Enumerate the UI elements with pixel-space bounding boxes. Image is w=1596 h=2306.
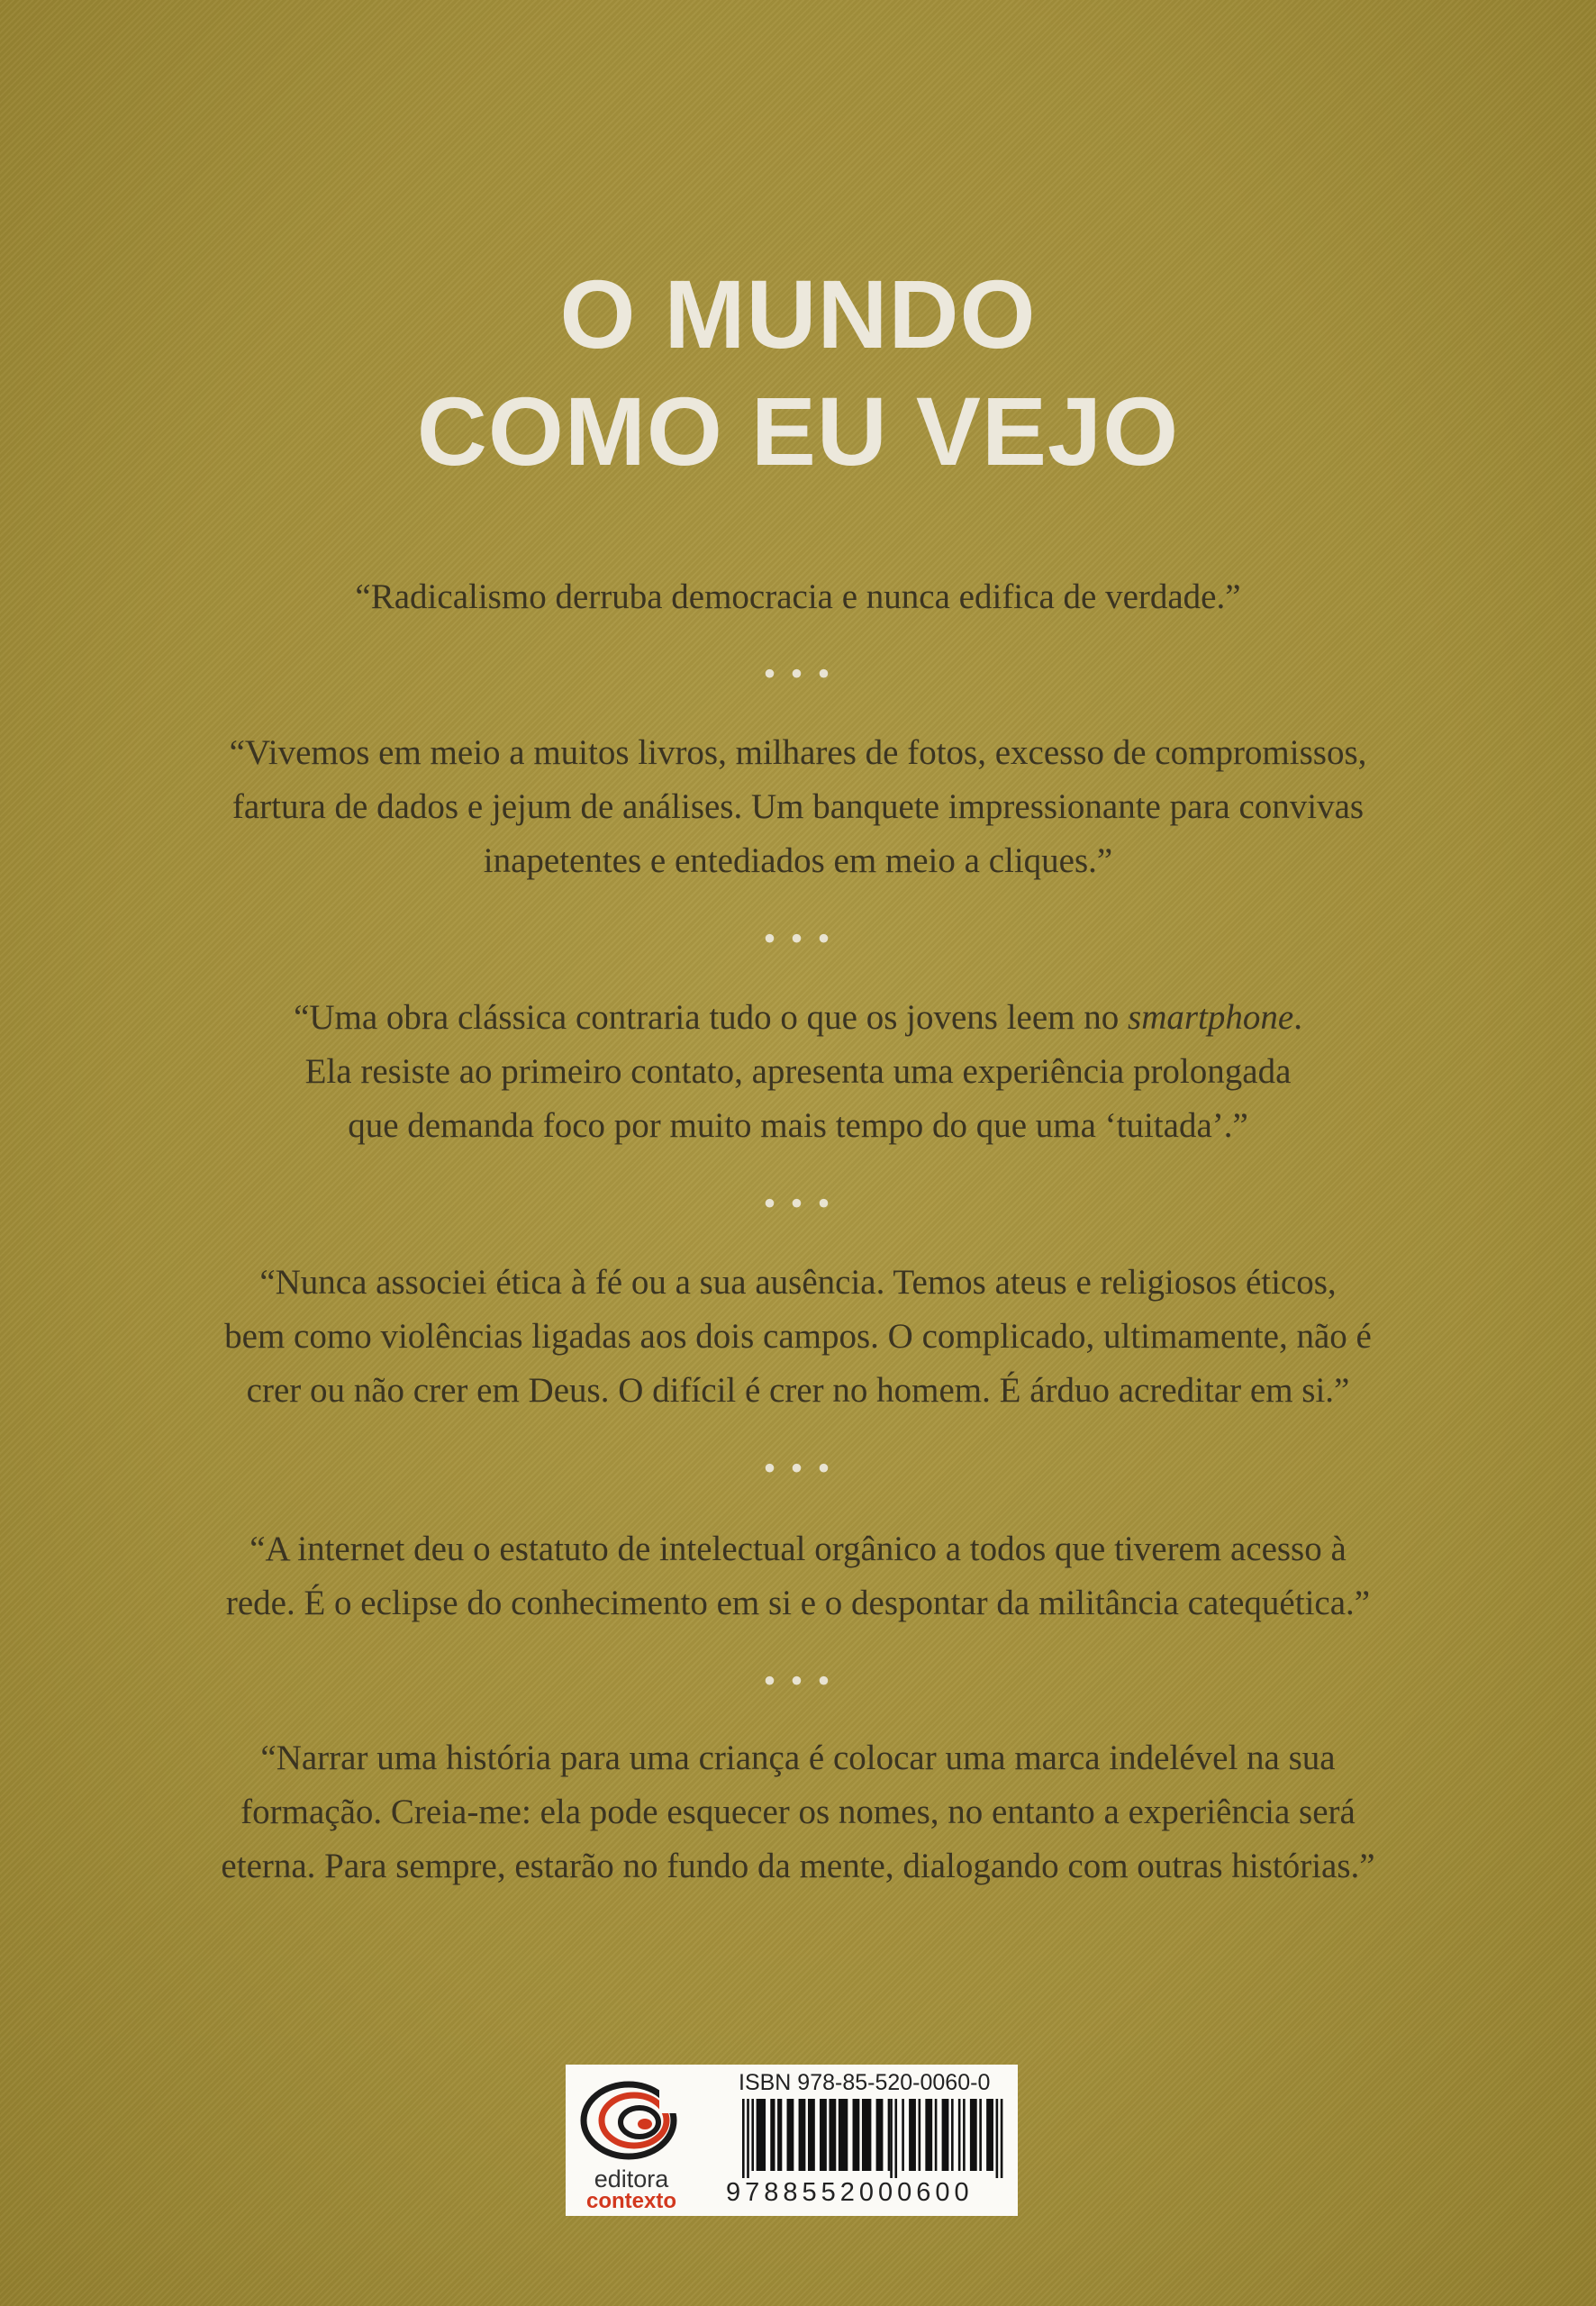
isbn-label: ISBN 978-85-520-0060-0: [739, 2070, 991, 2095]
quote-radicalismo: [86, 570, 1510, 624]
publisher-name-line-2: contexto: [585, 2189, 676, 2213]
barcode-bar: [742, 2099, 745, 2178]
barcode-bar: [986, 2099, 993, 2171]
barcode-panel: [566, 2065, 1018, 2216]
quote-line: eterna. Para sempre, estarão no fundo da mente, dialogando com outras histórias.”: [221, 1847, 1375, 1885]
quote-line: “Narrar uma história para uma criança é colocar uma marca indelével na sua: [260, 1739, 1336, 1777]
barcode-bar: [839, 2099, 848, 2171]
barcode-bar: [808, 2099, 815, 2171]
quote-separator: • • •: [763, 1183, 833, 1223]
quote-internet: [86, 1522, 1510, 1630]
barcode-bar: [970, 2099, 977, 2171]
quote-text: “Uma obra clássica contraria tudo o que os jovens leem no: [294, 998, 1129, 1037]
barcode-bar: [894, 2099, 897, 2178]
barcode-bar: [747, 2099, 749, 2178]
barcode-bar: [963, 2099, 966, 2171]
quote-line: fartura de dados e jejum de análises. Um banquete impressionante para convivas: [231, 787, 1365, 826]
barcode-bar: [925, 2099, 932, 2171]
quote-text: .: [1293, 998, 1302, 1037]
quote-separator: • • •: [763, 1660, 833, 1701]
quote-line: “Nunca associei ética à fé ou a sua ausência. Temos ateus e religiosos éticos,: [259, 1263, 1337, 1302]
barcode-bar: [919, 2099, 921, 2171]
barcode-bar: [853, 2099, 860, 2171]
barcode-bar: [876, 2099, 884, 2171]
quote-line: “Radicalismo derruba democracia e nunca edifica de verdade.”: [355, 577, 1241, 616]
quote-separator: • • •: [763, 918, 833, 958]
barcode-bar: [996, 2099, 999, 2178]
book-title-line-2: COMO EU VEJO: [416, 377, 1180, 486]
isbn-digits: 9788552000600: [726, 2178, 974, 2207]
barcode-bar: [787, 2099, 794, 2171]
publisher-logo: [573, 2074, 690, 2213]
barcode-bar: [862, 2099, 871, 2171]
barcode-bar: [799, 2099, 806, 2171]
barcode-bar: [829, 2099, 836, 2171]
quote-separator: • • •: [763, 653, 833, 694]
quote-line: que demanda foco por muito mais tempo do que uma ‘tuitada’.”: [348, 1106, 1248, 1145]
quote-line: formação. Creia-me: ela pode esquecer os nomes, no entanto a experiência será: [240, 1793, 1356, 1831]
barcode-bar: [1001, 2099, 1003, 2178]
quote-vivemos: [86, 726, 1510, 888]
quote-narrar: [86, 1731, 1510, 1893]
barcode-bar: [770, 2099, 775, 2171]
barcode-bar: [751, 2099, 754, 2171]
publisher-name-line-1: editora: [594, 2165, 669, 2193]
barcode-bar: [757, 2099, 766, 2171]
barcode-bar: [942, 2099, 949, 2171]
quote-italic-word: smartphone: [1128, 998, 1294, 1037]
barcode-bar: [935, 2099, 938, 2171]
quote-line: [86, 991, 1510, 1045]
quote-line: crer ou não crer em Deus. O difícil é crer no homem. É árduo acreditar em si.”: [246, 1371, 1350, 1410]
barcode-bar: [890, 2099, 893, 2178]
quote-line: “Vivemos em meio a muitos livros, milhares de fotos, excesso de compromissos,: [229, 733, 1367, 772]
quote-line: rede. É o eclipse do conhecimento em si e o despontar da militância catequética.”: [225, 1584, 1371, 1622]
quote-line: Ela resiste ao primeiro contato, apresenta uma experiência prolongada: [304, 1052, 1292, 1091]
quote-obra-classica: [86, 991, 1510, 1153]
publisher-swirl-icon: [573, 2074, 690, 2164]
barcode-bar: [777, 2099, 782, 2171]
barcode-bar: [888, 2099, 891, 2171]
barcode-bar: [902, 2099, 904, 2171]
barcode-bar: [958, 2099, 961, 2171]
quote-line: inapetentes e entediados em meio a cliques.”: [483, 841, 1113, 880]
quote-line: bem como violências ligadas aos dois campos. O complicado, ultimamente, não é: [224, 1317, 1372, 1356]
quote-line: “A internet deu o estatuto de intelectual orgânico a todos que tiverem acesso à: [249, 1530, 1347, 1568]
barcode-bar: [951, 2099, 954, 2171]
barcode-icon: [742, 2099, 1005, 2178]
barcode-bar: [909, 2099, 916, 2171]
quote-separator: • • •: [763, 1448, 833, 1488]
book-title-line-1: O MUNDO: [559, 259, 1037, 368]
barcode-bar: [820, 2099, 827, 2171]
barcode-bar: [979, 2099, 982, 2171]
quote-etica: [86, 1256, 1510, 1418]
